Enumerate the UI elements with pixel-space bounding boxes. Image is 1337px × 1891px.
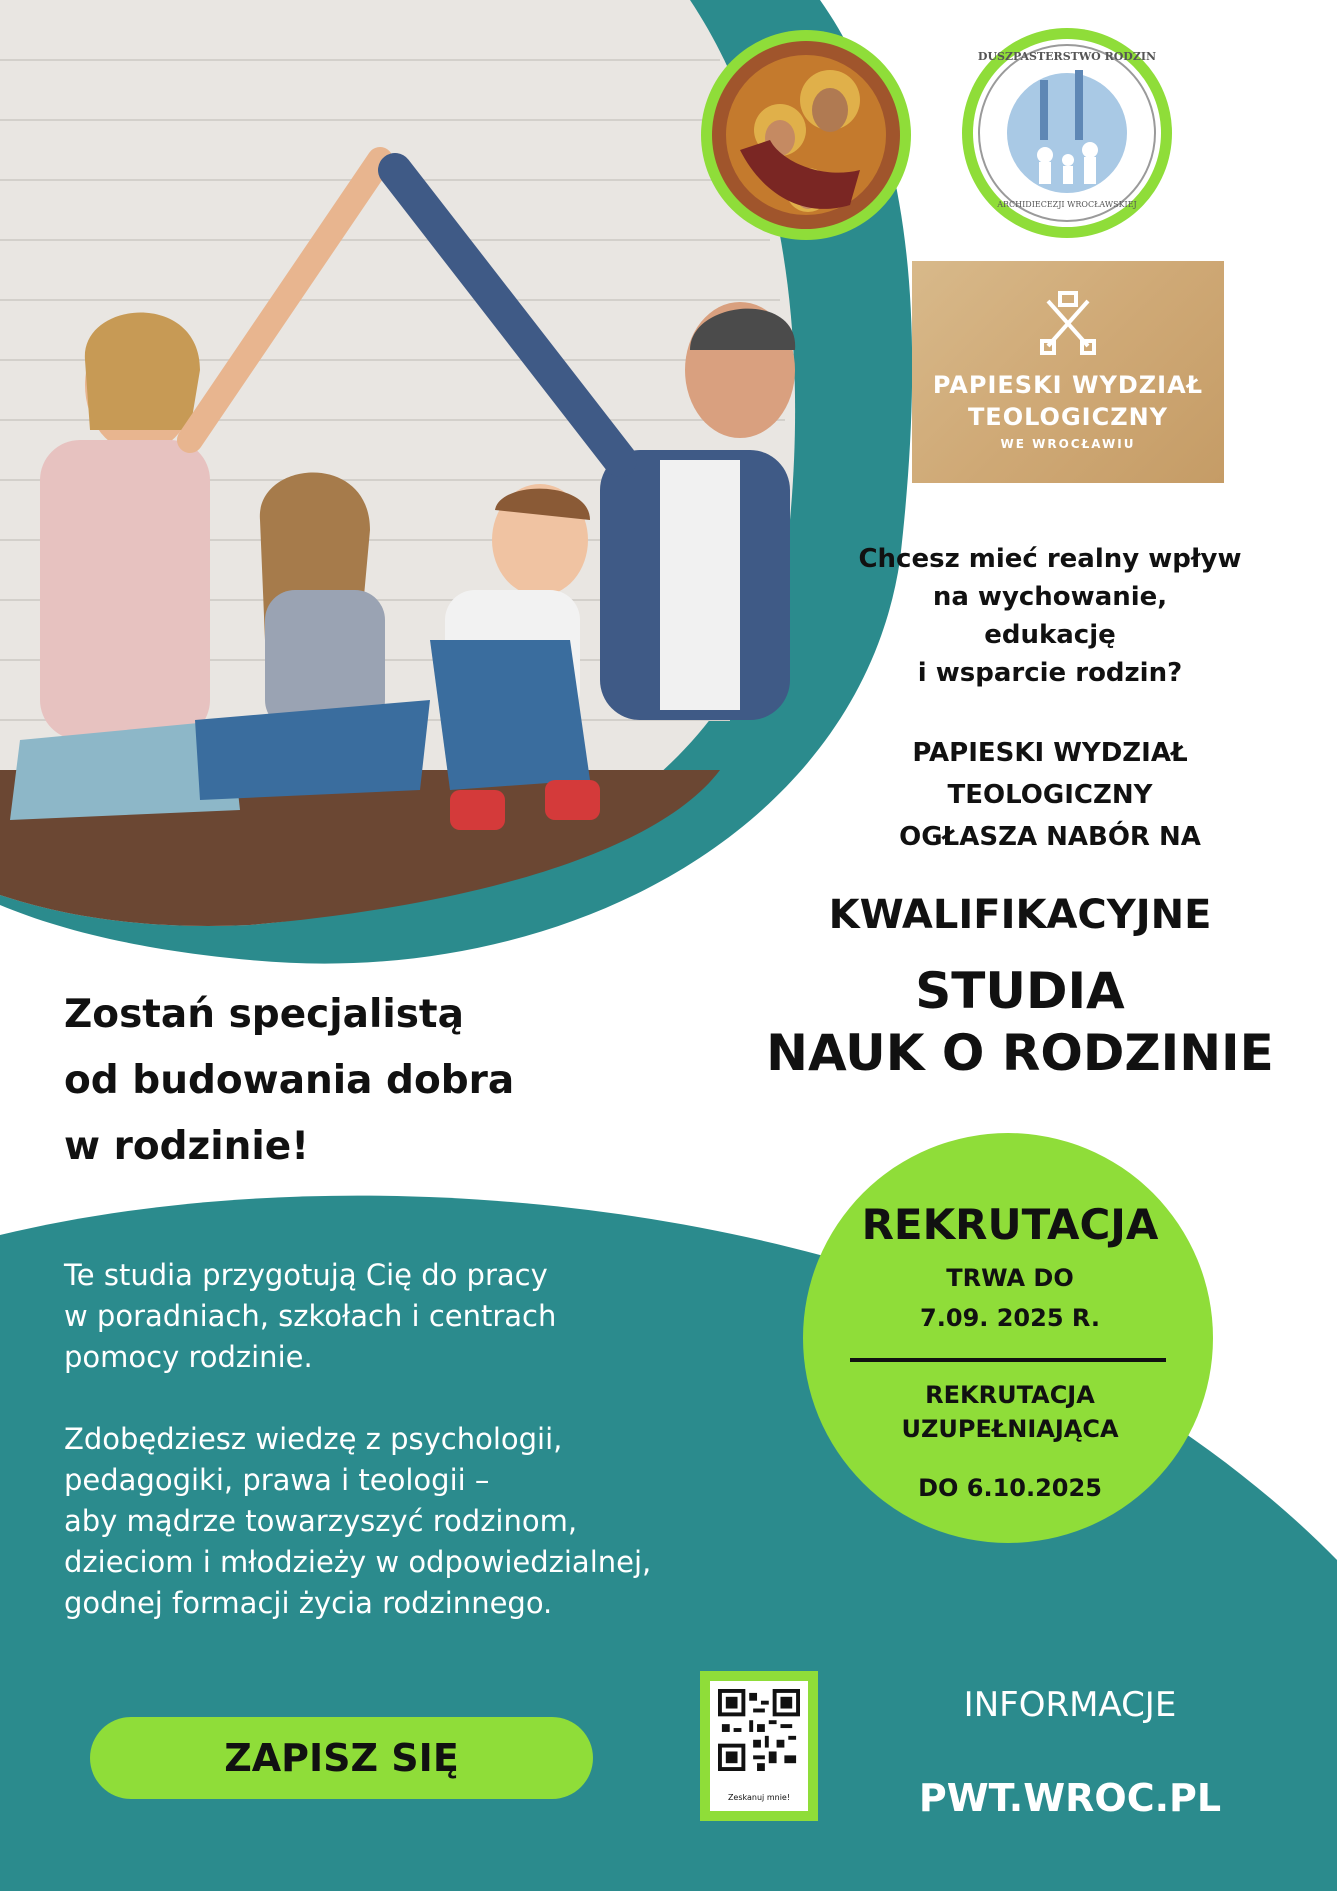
announcement-line: PAPIESKI WYDZIAŁ — [912, 738, 1188, 768]
description-line: Te studia przygotują Cię do pracy — [64, 1258, 548, 1292]
program-title-line3: NAUK O RODZINIE — [766, 1024, 1274, 1082]
faculty-logo — [912, 261, 1224, 483]
description-line: w poradniach, szkołach i centrach — [64, 1299, 557, 1333]
qr-caption: Zeskanuj mnie! — [727, 1793, 791, 1802]
announcement-block — [830, 732, 1270, 858]
supplementary-recruitment — [810, 1378, 1210, 1446]
question-line: na wychowanie, — [932, 582, 1168, 612]
qr-code[interactable] — [700, 1671, 818, 1821]
ministry-logo-text-bottom: ARCHIDIECEZJI WROCŁAWSKIEJ — [997, 200, 1137, 209]
info-label: INFORMACJE — [963, 1685, 1177, 1725]
description-line: Zdobędziesz wiedzę z psychologii, — [64, 1422, 563, 1456]
supplementary-line: UZUPEŁNIAJĄCA — [901, 1415, 1119, 1443]
recruitment-deadline — [810, 1258, 1210, 1338]
description — [64, 1255, 764, 1665]
holy-family-icon — [701, 30, 911, 240]
qr-code-panel — [710, 1681, 808, 1811]
announcement-line: TEOLOGICZNY — [947, 780, 1153, 810]
headline — [64, 982, 624, 1180]
faculty-logo-line3: WE WROCŁAWIU — [1000, 437, 1136, 451]
supplementary-date: DO 6.10.2025 — [918, 1474, 1102, 1502]
headline-line: Zostań specjalistą — [64, 992, 464, 1037]
question-line: i wsparcie rodzin? — [917, 658, 1183, 688]
recruitment-until-label: TRWA DO — [946, 1264, 1074, 1292]
description-paragraph — [64, 1255, 764, 1378]
question-line: Chcesz mieć realny wpływ — [858, 544, 1242, 574]
faculty-logo-line1: PAPIESKI WYDZIAŁ — [932, 371, 1204, 399]
supplementary-line: REKRUTACJA — [925, 1381, 1095, 1409]
description-line: pomocy rodzinie. — [64, 1340, 313, 1374]
program-title-line2: STUDIA — [915, 962, 1125, 1020]
sign-up-button[interactable]: ZAPISZ SIĘ — [90, 1717, 593, 1799]
crossed-keys-icon — [1038, 291, 1098, 357]
question-line: edukację — [984, 620, 1116, 650]
faculty-logo-line2: TEOLOGICZNY — [967, 403, 1169, 431]
recruitment-until-date: 7.09. 2025 R. — [920, 1304, 1100, 1332]
description-line: godnej formacji życia rodzinnego. — [64, 1586, 553, 1620]
announcement-line: OGŁASZA NABÓR NA — [899, 822, 1201, 852]
program-title-line1: KWALIFIKACYJNE — [828, 892, 1212, 938]
description-line: aby mądrze towarzyszyć rodzinom, — [64, 1504, 578, 1538]
ministry-logo-text-top: DUSZPASTERSTWO RODZIN — [977, 50, 1157, 63]
recruitment-title: REKRUTACJA — [861, 1200, 1159, 1249]
recruitment-divider — [850, 1358, 1166, 1362]
headline-line: w rodzinie! — [64, 1124, 309, 1169]
website-link[interactable]: PWT.WROC.PL — [918, 1776, 1222, 1820]
question-block — [830, 540, 1270, 692]
description-line: pedagogiki, prawa i teologii – — [64, 1463, 490, 1497]
description-paragraph — [64, 1419, 764, 1624]
qr-code-icon — [718, 1689, 800, 1771]
description-line: dzieciom i młodzieży w odpowiedzialnej, — [64, 1545, 652, 1579]
headline-line: od budowania dobra — [64, 1058, 515, 1103]
